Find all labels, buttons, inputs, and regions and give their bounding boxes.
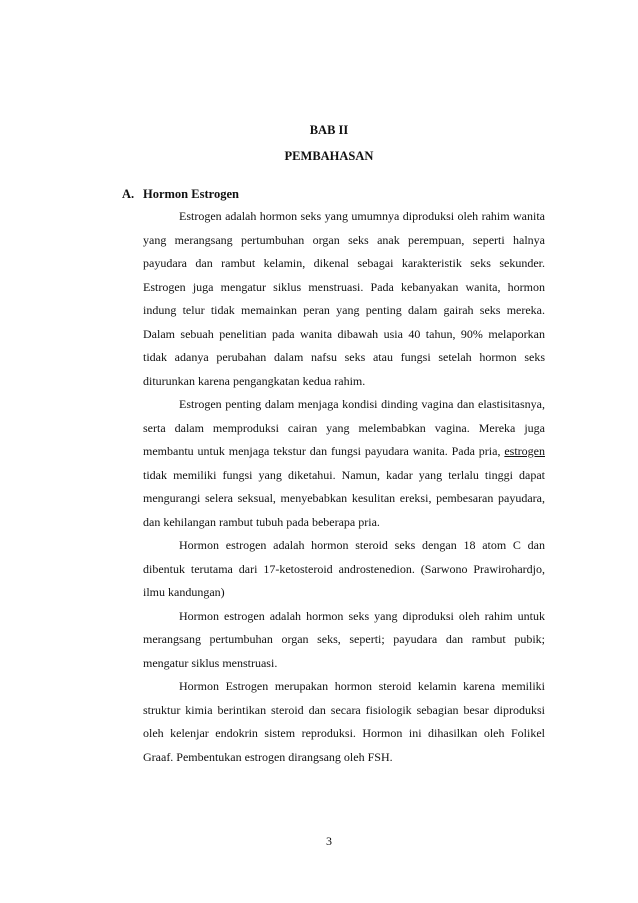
section-letter: A. (122, 187, 135, 201)
paragraph-1: Estrogen adalah hormon seks yang umumnya diproduksi oleh rahim wanita yang merangsang pertumbuhan organ seks anak perempuan, seperti halnya payudara dan rambut kelamin, dikenal sebagai karakteristik seks sekunder. Estrogen juga mengatur siklus menstruasi. Pada kebanyakan wanita, hormon indung telur tidak memainkan peran yang penting dalam gairah seks mereka. Dalam sebuah penelitian pada wanita dibawah usia 40 tahun, 90% melaporkan tidak adanya perubahan dalam nafsu seks atau fungsi setelah hormon seks diturunkan karena pengangkatan kedua rahim. (143, 209, 545, 388)
section-body (143, 205, 545, 769)
chapter-title: PEMBAHASAN (284, 149, 374, 163)
chapter-number: BAB II (309, 123, 349, 137)
estrogen-link[interactable]: estrogen (504, 444, 545, 458)
paragraph-4: Hormon estrogen adalah hormon seks yang diproduksi oleh rahim untuk merangsang pertumbuhan organ seks, seperti; payudara dan rambut pubik; mengatur siklus menstruasi. (143, 608, 545, 670)
section-heading (122, 187, 239, 202)
paragraph-3: Hormon estrogen adalah hormon steroid seks dengan 18 atom C dan dibentuk terutama dari 17-ketosteroid androstenedion. (Sarwono Prawirohardjo, ilmu kandungan) (143, 538, 545, 599)
page-number: 3 (326, 834, 332, 848)
section-title: Hormon Estrogen (143, 187, 239, 201)
paragraph-2-text-a: Estrogen penting dalam menjaga kondisi dinding vagina dan elastisitasnya, serta dalam memproduksi cairan yang melembabkan vagina. Mereka juga membantu untuk menjaga tekstur dan fungsi payudara wanita. Pada pria, (143, 397, 545, 458)
paragraph-2-text-b: tidak memiliki fungsi yang diketahui. Namun, kadar yang terlalu tinggi dapat mengurangi selera seksual, menyebabkan kesulitan ereksi, pembesaran payudara, dan kehilangan rambut tubuh pada beberapa pria. (143, 467, 545, 529)
paragraph-2 (143, 393, 545, 534)
paragraph-5: Hormon Estrogen merupakan hormon steroid kelamin karena memiliki struktur kimia berintikan steroid dan secara fisiologik sebagian besar diproduksi oleh kelenjar endokrin sistem reproduksi. Hormon ini dihasilkan oleh Folikel Graaf. Pembentukan estrogen dirangsang oleh FSH. (143, 679, 545, 764)
